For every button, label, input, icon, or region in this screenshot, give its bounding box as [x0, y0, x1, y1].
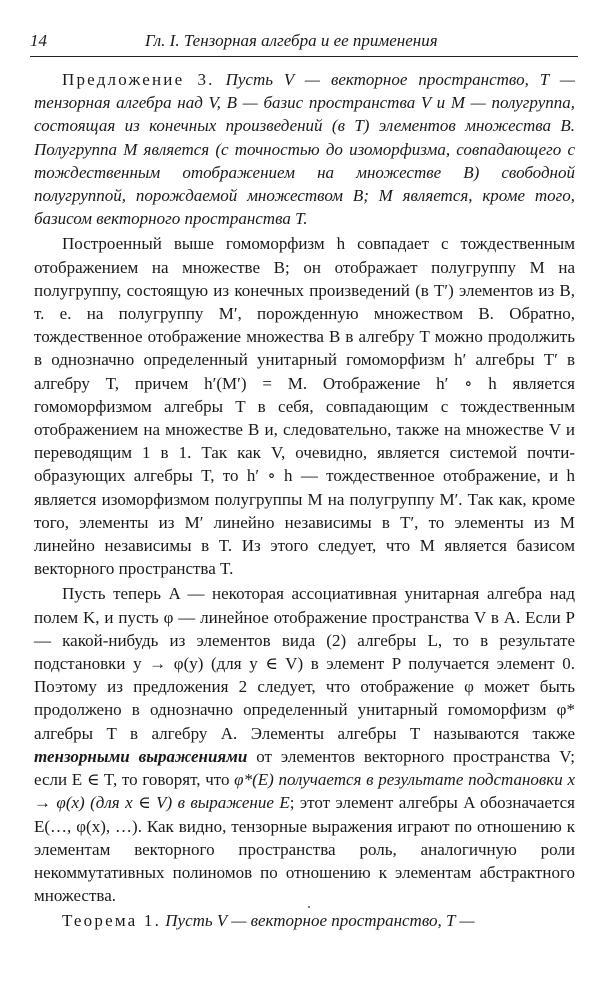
theorem-label: Теорема 1. [62, 911, 162, 931]
running-title: Гл. I. Тензорная алгебра и ее применения [145, 31, 438, 50]
paragraph-tensor-expressions [34, 582, 575, 907]
paragraph-homomorphism: Построенный выше гомоморфизм h совпадает с тождественным отображением на множестве B; он отображает полугруппу M на полугруппу, состоящую из конечных произведений (в T′) элементов из B, т. е. на полугруппу M′, порожденную множеством B. Обратно, тождественное отображение множества B в алгебру T можно продолжить в однозначно определенный унитарный гомоморфизм h′ алгебры T′ в алгебру T, причем h′(M′) = M. Отображение h′ ∘ h является гомоморфизмом алгебры T в себя, совпадающим с тождественным отображением на множестве B и, следовательно, также на множестве V и переводящим 1 в 1. Так как V, очевидно, является системой почти-образующих алгебры T, то h′ ∘ h — тождественное отображение, и h является изоморфизмом полугруппы M на полугруппу M′. Так как, кроме того, элементы из M′ линейно независимы в T′, то элементы из M линейно независимы в T. Из этого следует, что M является базисом векторного пространства T. [34, 234, 575, 579]
proposition-label: Предложение 3. [62, 70, 215, 89]
paragraph-text-1: Пусть теперь A — некоторая ассоциативная унитарная алгебра над полем K, и пусть φ — линейное отображение пространства V в A. Если P — какой-нибудь из элементов вида (2) алгебры L, то в результате подстановки y → φ(y) (для y ∈ V) в элемент P получается элемент 0. Поэтому из предложения 2 следует, что отображение φ может быть продолжено в однозначно определенный унитарный гомоморфизм φ* алгебры T в алгебру A. Элементы алгебры T называются также [34, 584, 575, 743]
paragraph-text-3: ; этот элемент алгебры A обозначается E(…, φ(x), …). Как видно, тензорные выражения играют по отношению к элементам векторного пространства роль, аналогичную роли некоммутативных полиномов по отношению к элементам абстрактного множества. [34, 793, 575, 906]
page-number: 14 [30, 31, 47, 50]
header-rule [30, 56, 578, 57]
defined-term: тензорными выражениями [34, 746, 248, 766]
paragraph-text-2: от элементов векторного пространства V; если E ∈ T, то говорят, что [34, 746, 576, 790]
theorem-text: Пусть V — векторное пространство, T — [165, 911, 475, 931]
italic-statement: φ*(E) получается в результате подстановки x → φ(x) (для x ∈ V) в выражение E [34, 770, 575, 813]
proposition-text: Пусть V — векторное пространство, T — тензорная алгебра над V, B — базис пространства V и M — полугруппа, состоящая из конечных произведений (в T) элементов множества B. Полугруппа M является (с точностью до изоморфизма, совпадающего с тождественным отображением на множестве B) свободной полугруппой, порождаемой множеством B; M является, кроме того, базисом векторного пространства T. [34, 70, 576, 229]
print-speck [308, 906, 310, 908]
theorem-1 [34, 909, 575, 932]
page-body [34, 68, 575, 933]
proposition-3 [34, 68, 575, 230]
